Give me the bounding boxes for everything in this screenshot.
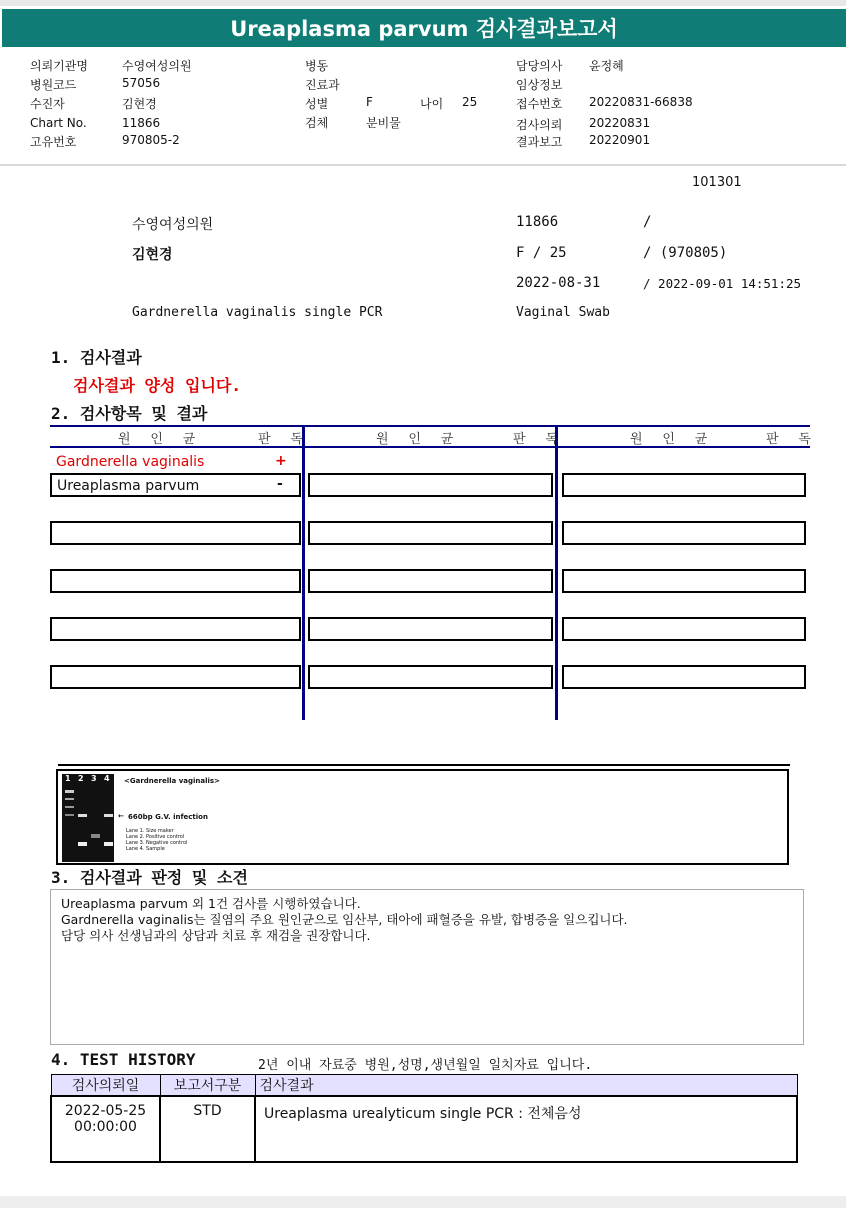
specimen-value: 분비물	[366, 116, 401, 130]
col-pathogen-3: 원 인 균	[630, 432, 714, 447]
result-cell	[562, 473, 806, 497]
section3-title: 3. 검사결과 판정 및 소견	[51, 868, 248, 887]
info-report-datetime: / 2022-09-01 14:51:25	[643, 276, 802, 291]
code-value: 57056	[122, 76, 161, 90]
history-header-result: 검사결과	[255, 1075, 797, 1097]
result-name: Ureaplasma parvum	[57, 478, 200, 494]
result-cell	[562, 521, 806, 545]
col-pathogen-1: 원 인 균	[118, 432, 202, 447]
history-result: Ureaplasma urealyticum single PCR : 전체음성	[255, 1096, 797, 1162]
sex-label: 성별	[305, 97, 329, 111]
history-time: 00:00:00	[74, 1119, 137, 1135]
gel-legend-4: Lane 4. Sample	[126, 846, 165, 852]
history-header-type: 보고서구분	[160, 1075, 255, 1097]
request-value: 20220831	[589, 116, 651, 130]
result-cell	[562, 617, 806, 641]
gel-band	[65, 814, 74, 816]
gel-arrow-icon: ←	[118, 812, 124, 820]
gel-lane-4: 4	[104, 774, 110, 783]
gel-panel	[56, 769, 789, 865]
gel-legend-1: Lane 1. Size maker	[126, 828, 174, 834]
clinical-label: 임상정보	[516, 78, 563, 92]
report-date-value: 20220901	[589, 133, 651, 147]
result-cell	[50, 665, 301, 689]
patient-value: 김현경	[122, 97, 157, 111]
report-date-label: 결과보고	[516, 135, 563, 149]
hospital-value: 수영여성의원	[122, 59, 192, 73]
comment-line: Ureaplasma parvum 외 1건 검사를 시행하였습니다.	[61, 896, 361, 911]
result-cell	[562, 665, 806, 689]
info-patient: 김현경	[132, 247, 173, 263]
doctor-label: 담당의사	[516, 59, 563, 73]
gel-band	[104, 814, 113, 817]
result-cell	[562, 569, 806, 593]
info-slash: /	[643, 214, 652, 230]
history-table	[50, 1074, 798, 1163]
result-cell	[308, 569, 553, 593]
info-chart: 11866	[516, 214, 559, 230]
header-divider	[0, 164, 846, 166]
gel-band	[78, 814, 87, 817]
comments-box	[50, 889, 804, 1045]
chart-value: 11866	[122, 116, 161, 130]
sex-value: F	[366, 95, 373, 109]
table-row	[51, 1096, 797, 1162]
result-cell	[308, 521, 553, 545]
request-label: 검사의뢰	[516, 118, 563, 132]
history-header-date: 검사의뢰일	[51, 1075, 160, 1097]
result-cell	[50, 521, 301, 545]
info-birth: / (970805)	[643, 245, 728, 261]
history-date-cell	[51, 1096, 160, 1162]
patient-label: 수진자	[30, 97, 65, 111]
gel-top-rule	[58, 764, 790, 766]
section2-title: 2. 검사항목 및 결과	[51, 404, 208, 423]
receipt-label: 접수번호	[516, 97, 563, 111]
gel-lane-1: 1	[65, 774, 71, 783]
result-cell	[308, 473, 553, 497]
history-date: 2022-05-25	[64, 1103, 147, 1119]
result-cell	[308, 617, 553, 641]
gel-band	[65, 806, 74, 808]
grid-divider-2	[555, 425, 558, 720]
ward-label: 병동	[305, 59, 329, 73]
section4-title: 4. TEST HISTORY	[51, 1050, 196, 1069]
history-note: 2년 이내 자료중 병원,성명,생년월일 일치자료 입니다.	[258, 1058, 593, 1073]
id-code: 101301	[692, 175, 742, 190]
chart-label: Chart No.	[30, 116, 87, 130]
result-cell	[50, 569, 301, 593]
result-summary: 검사결과 양성 입니다.	[73, 376, 242, 395]
grid-divider-1	[302, 425, 305, 720]
info-sex-age: F / 25	[516, 245, 567, 261]
history-type: STD	[160, 1096, 255, 1162]
gel-legend-3: Lane 3. Negative control	[126, 840, 188, 846]
info-test-name: Gardnerella vaginalis single PCR	[132, 305, 383, 320]
age-value: 25	[462, 95, 478, 109]
doctor-value: 윤정혜	[589, 59, 624, 73]
info-hospital: 수영여성의원	[132, 217, 214, 233]
comment-line: Gardnerella vaginalis는 질염의 주요 원인균으로 임산부, 태아에 패혈증을 유발, 합병증을 일으킵니다.	[61, 912, 628, 927]
bottom-border	[0, 1196, 846, 1208]
gel-image	[62, 774, 114, 862]
gel-band	[78, 842, 87, 846]
result-cell	[308, 665, 553, 689]
gel-lane-2: 2	[78, 774, 84, 783]
info-collect-date: 2022-08-31	[516, 275, 601, 291]
specimen-label: 검체	[305, 116, 329, 130]
col-pathogen-2: 원 인 균	[376, 432, 460, 447]
gel-legend-2: Lane 2. Positive control	[126, 834, 185, 840]
result-judgement: +	[275, 453, 287, 469]
grid-top-line	[50, 425, 810, 427]
receipt-value: 20220831-66838	[589, 95, 693, 109]
gel-band-label: 660bp G.V. infection	[128, 813, 208, 821]
result-name: Gardnerella vaginalis	[56, 454, 205, 470]
col-judgement-2: 판 독	[513, 432, 564, 447]
info-specimen: Vaginal Swab	[516, 305, 610, 320]
top-border	[0, 0, 846, 6]
col-judgement-1: 판 독	[258, 432, 309, 447]
uid-value: 970805-2	[122, 133, 180, 147]
gel-lane-3: 3	[91, 774, 97, 783]
col-judgement-3: 판 독	[766, 432, 817, 447]
dept-label: 진료과	[305, 78, 340, 92]
age-label: 나이	[420, 97, 444, 111]
gel-band	[65, 790, 74, 793]
gel-band	[65, 798, 74, 800]
result-cell	[50, 617, 301, 641]
report-title: Ureaplasma parvum 검사결과보고서	[2, 9, 846, 47]
gel-band	[104, 842, 113, 846]
gel-caption: <Gardnerella vaginalis>	[124, 777, 220, 785]
comment-line: 담당 의사 선생님과의 상담과 치료 후 재검을 권장합니다.	[61, 928, 371, 943]
result-judgement: -	[277, 476, 283, 492]
hospital-label: 의뢰기관명	[30, 59, 88, 73]
section1-title: 1. 검사결과	[51, 348, 142, 367]
code-label: 병원코드	[30, 78, 77, 92]
gel-band	[91, 834, 100, 838]
uid-label: 고유번호	[30, 135, 77, 149]
